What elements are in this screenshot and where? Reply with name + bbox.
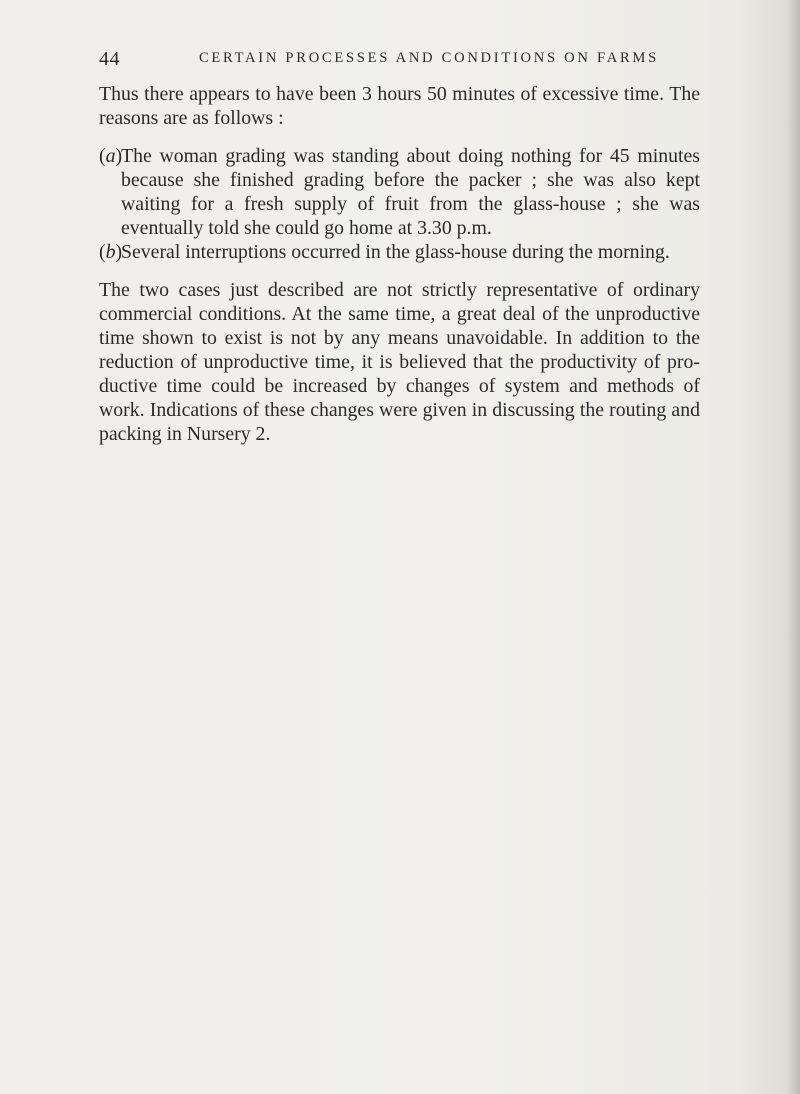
list-marker-b: (b) xyxy=(99,241,123,263)
body-text xyxy=(99,82,700,446)
page-number: 44 xyxy=(99,48,120,70)
closing-paragraph: The two cases just described are not strictly representative of ordinary commercial conditions. At the same time, a great deal of the unproductive time shown to exist is not by any means unavoidable. In addition to the reduction of unproductive time, it is believed that the productivity of pro- ductive time could be increased by changes of system and methods of work. Indications of these changes were given in discussing the routing and packing in Nursery 2. xyxy=(99,279,700,445)
page-edge-shadow xyxy=(786,0,800,1094)
list-item-a xyxy=(99,144,700,240)
intro-paragraph: Thus there appears to have been 3 hours 50 minutes of excessive time. The reasons are as follows : xyxy=(99,83,700,129)
running-head: CERTAIN PROCESSES AND CONDITIONS ON FARMS xyxy=(199,50,659,66)
list-item-b xyxy=(99,240,700,264)
list-item-text: The woman grading was standing about doing nothing for 45 minutes because she finished grading before the packer ; she was also kept waiting for a fresh supply of fruit from the glass-house ; she was eventually told she could go home at 3.30 p.m. xyxy=(121,145,700,239)
list-marker-a: (a) xyxy=(99,145,123,167)
list-item-text: Several interruptions occurred in the glass-house during the morning. xyxy=(121,241,670,263)
page-header xyxy=(99,46,699,72)
